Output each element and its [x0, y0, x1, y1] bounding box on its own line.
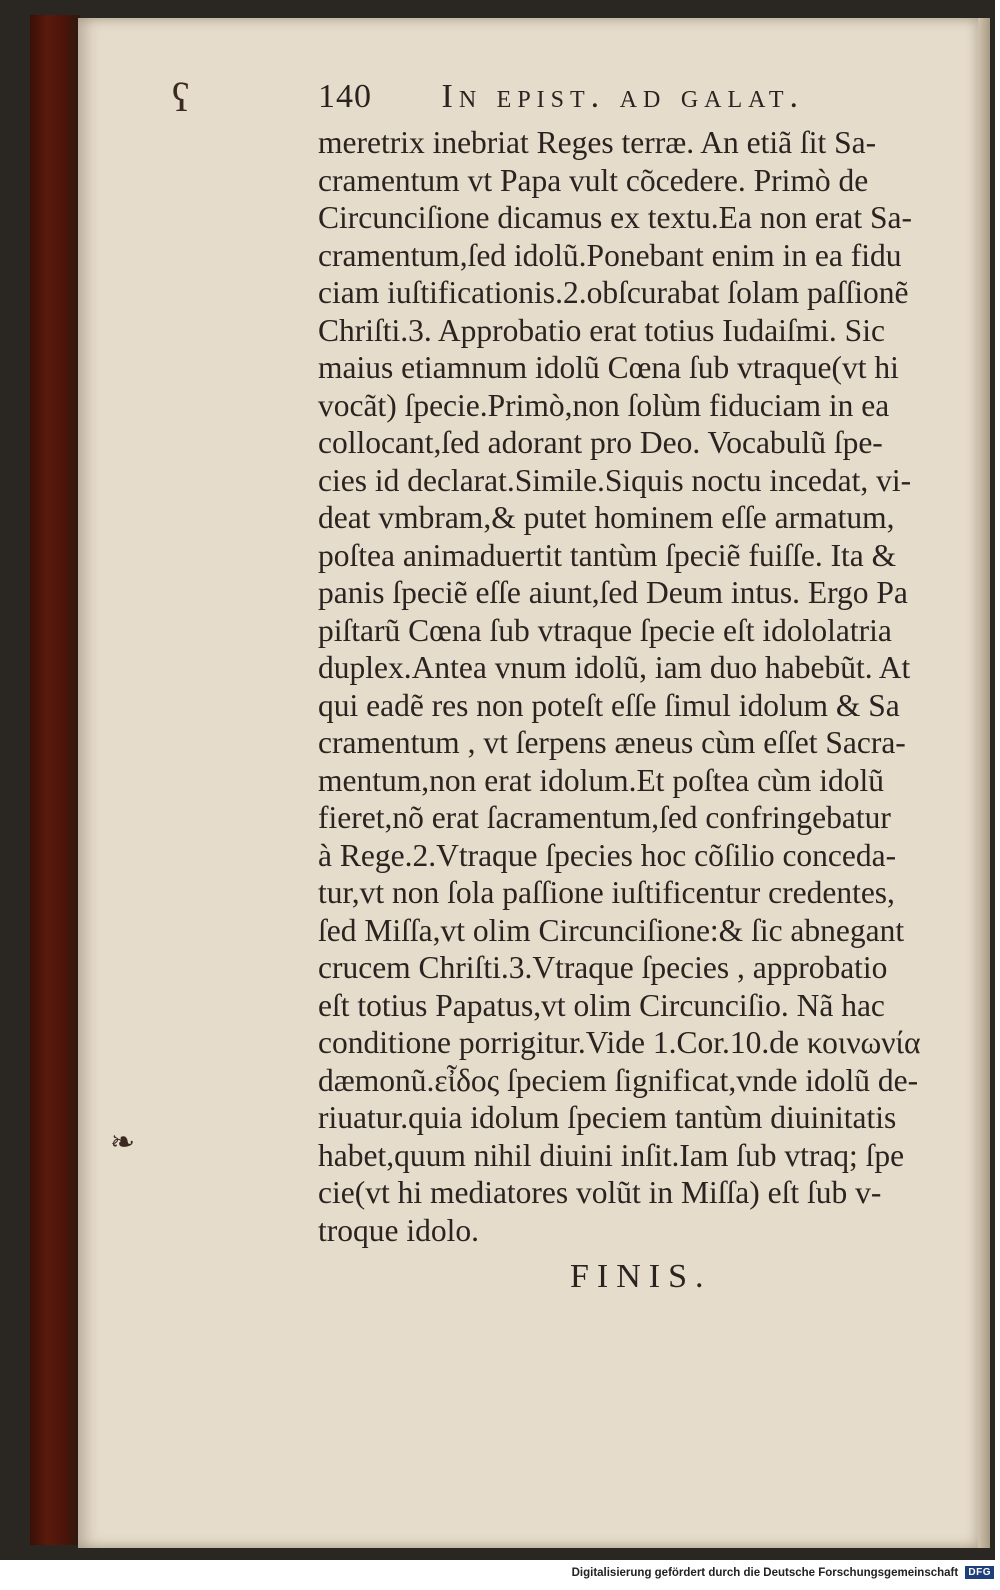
text-line: à Rege.2.Vtraque ſpecies hoc cõſilio conceda- — [318, 837, 897, 873]
margin-mark-middle: ❧ — [110, 1126, 136, 1159]
book-binding-edge — [30, 15, 80, 1545]
text-line: poſtea animaduertit tantùm ſpeciẽ fuiſſe. Ita & — [318, 537, 897, 573]
text-line: maius etiamnum idolũ Cœna ſub vtraque(vt hi — [318, 350, 899, 385]
text-line: eſt totius Papatus,vt olim Circunciſio. Nã hac — [318, 987, 885, 1023]
running-header — [318, 78, 958, 116]
text-line: cies id declarat.Simile.Siquis noctu incedat, vi- — [318, 462, 912, 498]
finis-label: FINIS. — [570, 1258, 712, 1295]
text-line: mentum,non erat idolum.Et poſtea cùm idolũ — [318, 762, 885, 798]
text-line: ciam iuſtificationis.2.obſcurabat ſolam paſſionẽ — [318, 275, 909, 310]
text-line: riuatur.quia idolum ſpeciem tantùm diuinitatis — [318, 1100, 897, 1135]
text-line: vocãt) ſpecie.Primò,non ſolùm fiduciam in ea — [318, 387, 890, 423]
text-line: collocant,ſed adorant pro Deo. Vocabulũ ſpe- — [318, 425, 883, 460]
text-line: crucem Chriſti.3.Vtraque ſpecies , approbatio — [318, 950, 888, 985]
text-line: duplex.Antea vnum idolũ, iam duo habebũt. At — [318, 650, 911, 685]
text-line: piſtarũ Cœna ſub vtraque ſpecie eſt idololatria — [318, 612, 892, 648]
margin-mark-top: ʕ — [172, 75, 190, 120]
text-line: conditione porrigitur.Vide 1.Cor.10.de κοινωνία — [318, 1025, 921, 1060]
running-title: In epist. ad galat. — [441, 78, 804, 115]
text-line: deat vmbram,& putet hominem eſſe armatum, — [318, 500, 895, 535]
text-line: cramentum vt Papa vult cõcedere. Primò de — [318, 162, 869, 198]
dfg-logo: DFG — [965, 1566, 994, 1579]
text-line: meretrix inebriat Reges terræ. An etiã ſit Sa- — [318, 125, 877, 160]
text-line: Chriſti.3. Approbatio erat totius Iudaiſmi. Sic — [318, 312, 885, 348]
text-line: dæmonũ.εἶδος ſpeciem ſignificat,vnde idolũ de- — [318, 1062, 919, 1098]
text-line: troque idolo. — [318, 1212, 479, 1248]
funding-credit: Digitalisierung gefördert durch die Deutsche Forschungsgemeinschaft — [571, 1566, 959, 1579]
text-line: panis ſpeciẽ eſſe aiunt,ſed Deum intus. Ergo Pa — [318, 575, 908, 610]
page-right-edge — [978, 18, 990, 1548]
text-line: fieret,nõ erat ſacramentum,ſed confringebatur — [318, 800, 891, 835]
text-line: qui eadẽ res non poteſt eſſe ſimul idolum & Sa — [318, 687, 900, 723]
text-line: cramentum,ſed idolũ.Ponebant enim in ea fidu — [318, 237, 902, 273]
text-line: habet,quum nihil diuini inſit.Iam ſub vtraq; ſpe — [318, 1137, 905, 1173]
text-line: tur,vt non ſola paſſione iuſtificentur credentes, — [318, 875, 895, 910]
text-line: ſed Miſſa,vt olim Circunciſione:& ſic abnegant — [318, 912, 905, 948]
page-number: 140 — [318, 78, 372, 115]
text-line: cramentum , vt ſerpens æneus cùm eſſet Sacra- — [318, 725, 906, 760]
text-line: cie(vt hi mediatores volũt in Miſſa) eſt ſub v- — [318, 1175, 882, 1210]
text-line: Circunciſione dicamus ex textu.Ea non erat Sa- — [318, 200, 912, 235]
body-text — [318, 124, 958, 1249]
footer-bar — [0, 1566, 1000, 1588]
